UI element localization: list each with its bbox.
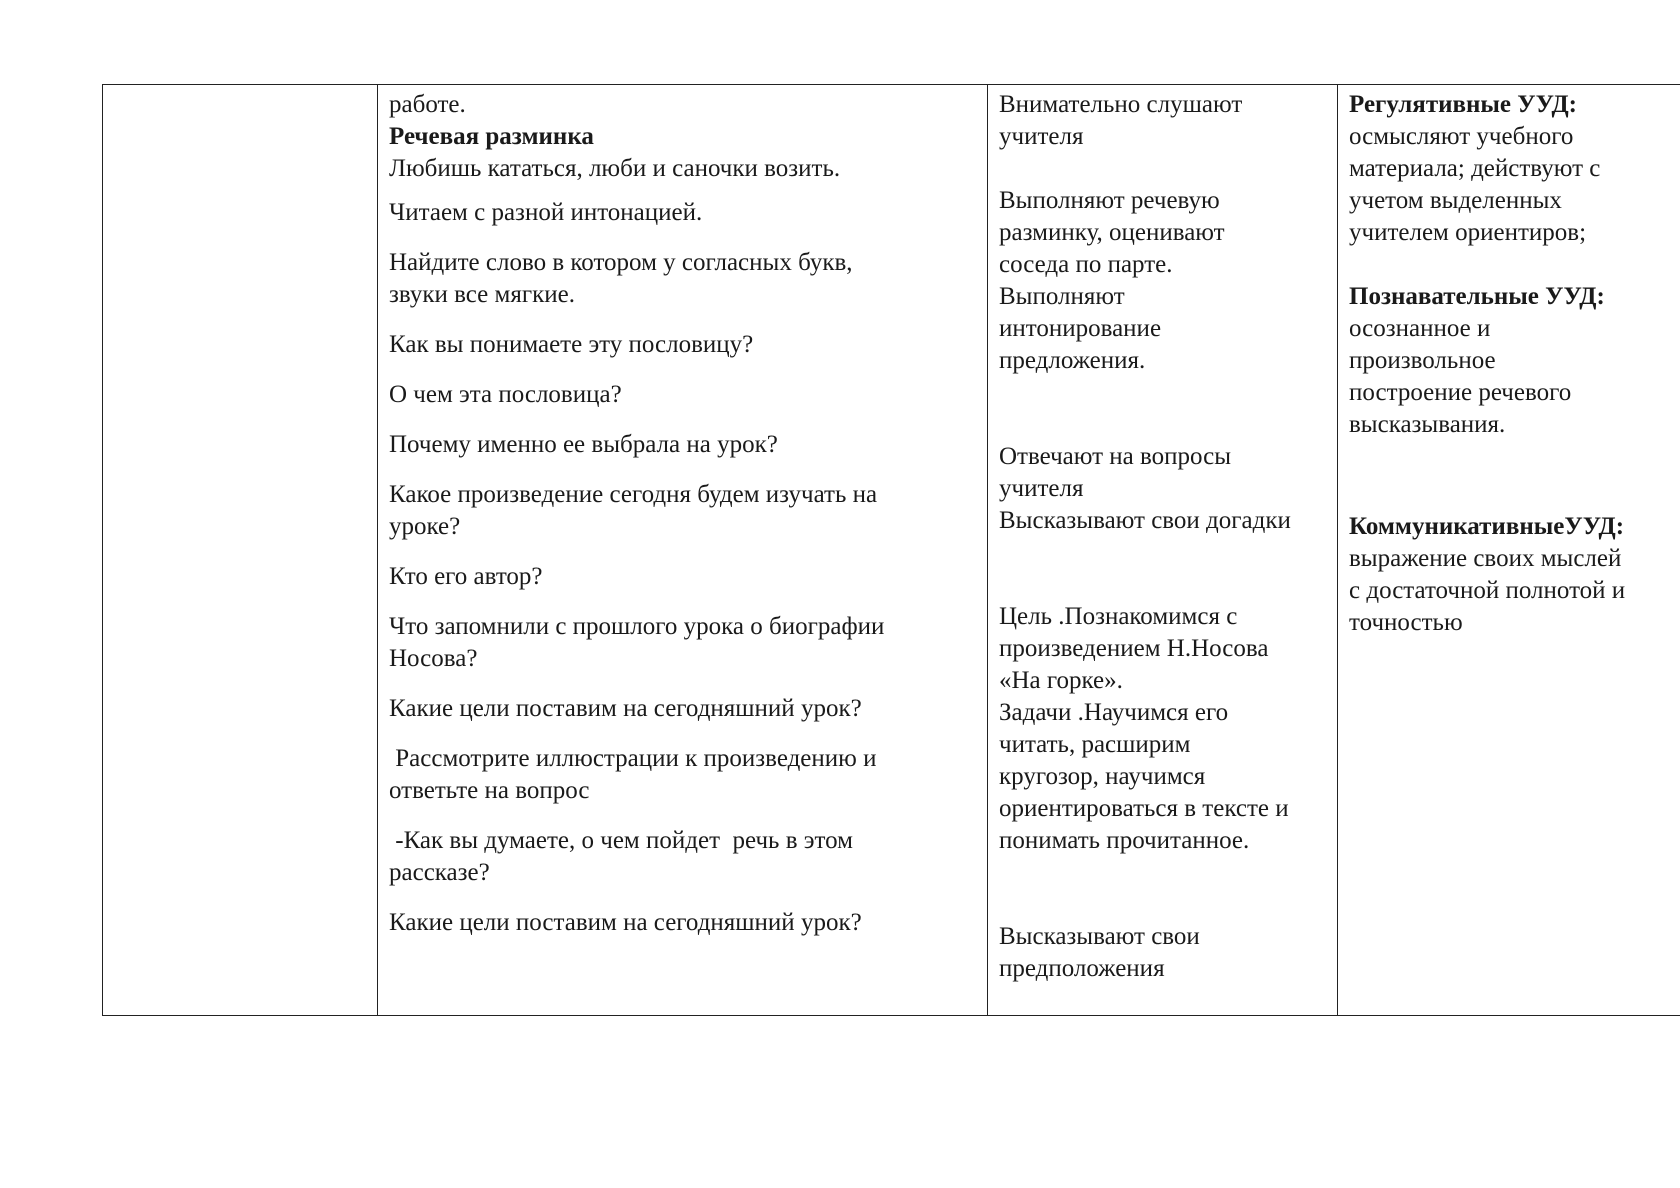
question-item: Читаем с разной интонацией. — [389, 199, 703, 226]
activity-block: Выполняют речевую разминку, оценивают соседа по парте. Выполняют интонирование предложения. — [999, 187, 1225, 374]
activity-block: Высказывают свои предположения — [999, 923, 1200, 982]
cognitive-block: Познавательные УУД: осознанное и произвольное построение речевого высказывания. — [1349, 283, 1605, 438]
stage-cell — [103, 85, 377, 1015]
continuation-text: работе. — [389, 91, 466, 118]
question-item: Рассмотрите иллюстрации к произведению и ответьте на вопрос — [389, 745, 877, 804]
activity-block: Внимательно слушают учителя — [999, 91, 1243, 150]
question-item: О чем эта пословица? — [389, 381, 622, 408]
question-item: Почему именно ее выбрала на урок? — [389, 431, 778, 458]
column-divider — [377, 85, 378, 1015]
communicative-block: КоммуникативныеУУД: выражение своих мыслей с достаточной полнотой и точностью — [1349, 513, 1626, 636]
student-activity-cell — [989, 85, 1339, 1015]
question-item: Какие цели поставим на сегодняшний урок? — [389, 695, 862, 722]
question-item: Какое произведение сегодня будем изучать на уроке? — [389, 481, 878, 540]
question-item: -Как вы думаете, о чем пойдет речь в этом рассказе? — [389, 827, 853, 886]
activity-block: Цель .Познакомимся с произведением Н.Носова «На горке». Задачи .Научимся его читать, расширим кругозор, научимся ориентироваться в тексте и понимать прочитанное. — [999, 603, 1289, 854]
teacher-activity-cell — [379, 85, 989, 1015]
regulative-block: Регулятивные УУД: осмысляют учебного материала; действуют с учетом выделенных учителем ориентиров; — [1349, 91, 1601, 246]
question-item: Найдите слово в котором у согласных букв, звуки все мягкие. — [389, 249, 853, 308]
activity-block: Отвечают на вопросы учителя Высказывают свои догадки — [999, 443, 1291, 534]
question-item: Кто его автор? — [389, 563, 543, 590]
question-item: Что запомнили с прошлого урока о биографии Носова? — [389, 613, 885, 672]
question-item: Какие цели поставим на сегодняшний урок? — [389, 909, 862, 936]
warmup-heading: Речевая разминка — [389, 123, 594, 150]
uud-cell — [1339, 85, 1680, 1015]
lesson-table — [102, 84, 1680, 1016]
question-item: Как вы понимаете эту пословицу? — [389, 331, 754, 358]
proverb-text: Любишь кататься, люби и саночки возить. — [389, 155, 841, 182]
